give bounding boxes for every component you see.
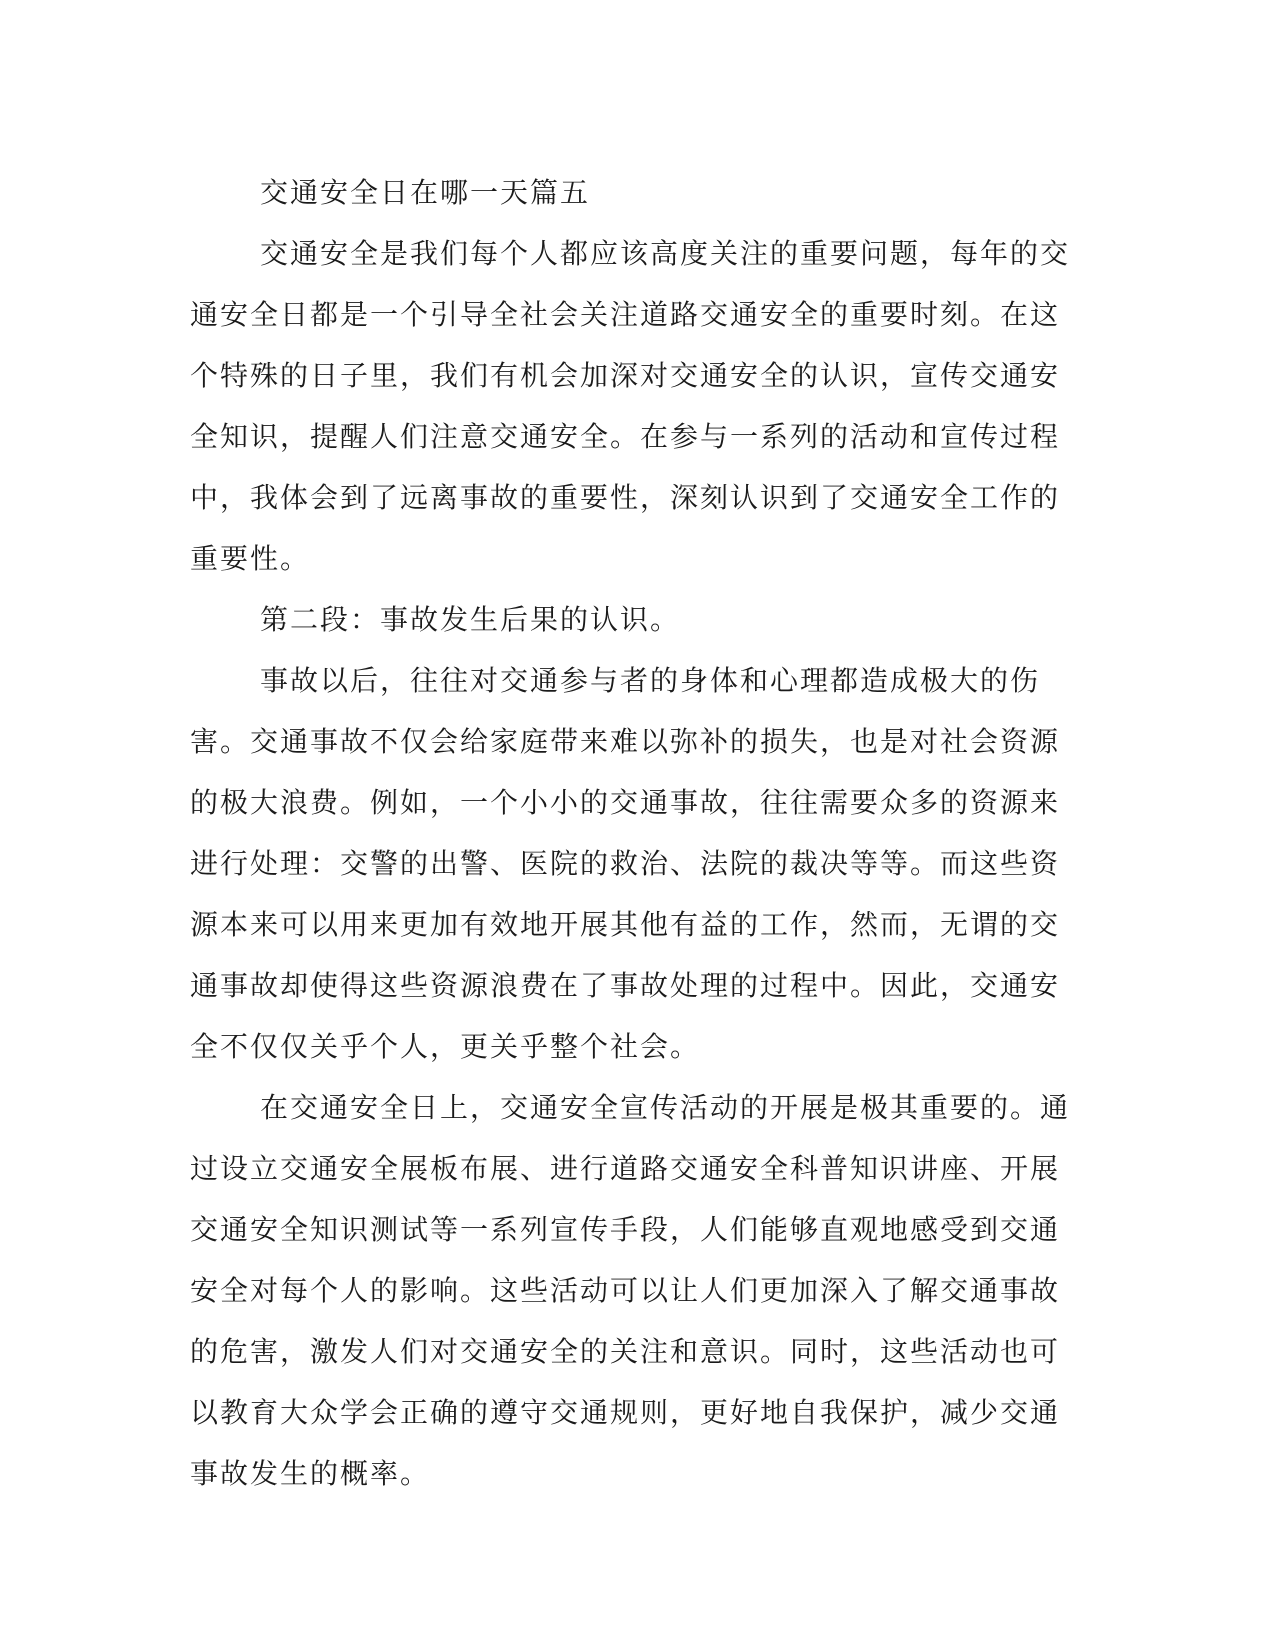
paragraph-consequences: 事故以后，往往对交通参与者的身体和心理都造成极大的伤害。交通事故不仅会给家庭带来难以弥补的损失，也是对社会资源的极大浪费。例如，一个小小的交通事故，往往需要众多的资源来进行处理：交警的出警、医院的救治、法院的裁决等等。而这些资源本来可以用来更加有效地开展其他有益的工作，然而，无谓的交通事故却使得这些资源浪费在了事故处理的过程中。因此，交通安全不仅仅关乎个人，更关乎整个社会。 (190, 664, 1061, 1063)
paragraph-intro: 交通安全是我们每个人都应该高度关注的重要问题，每年的交通安全日都是一个引导全社会关注道路交通安全的重要时刻。在这个特殊的日子里，我们有机会加深对交通安全的认识，宣传交通安全知识，提醒人们注意交通安全。在参与一系列的活动和宣传过程中，我体会到了远离事故的重要性，深刻认识到了交通安全工作的重要性。 (190, 237, 1071, 575)
document-body (190, 162, 1075, 1504)
document-title: 交通安全日在哪一天篇五 (260, 176, 591, 209)
section-heading-2: 第二段：事故发生后果的认识。 (260, 603, 681, 636)
paragraph-publicity: 在交通安全日上，交通安全宣传活动的开展是极其重要的。通过设立交通安全展板布展、进行道路交通安全科普知识讲座、开展交通安全知识测试等一系列宣传手段，人们能够直观地感受到交通安全对每个人的影响。这些活动可以让人们更加深入了解交通事故的危害，激发人们对交通安全的关注和意识。同时，这些活动也可以教育大众学会正确的遵守交通规则，更好地自我保护，减少交通事故发生的概率。 (190, 1091, 1071, 1490)
